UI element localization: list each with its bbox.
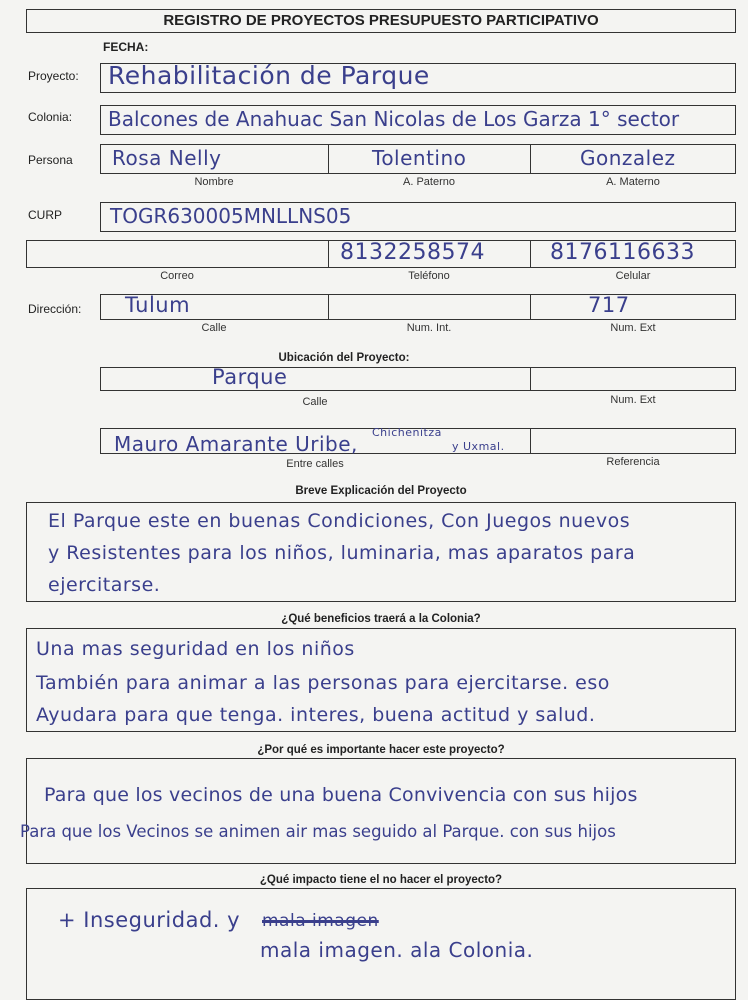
dir-num-ext-value: 717: [588, 293, 630, 317]
entre-calles-top: Chichenitza: [372, 426, 442, 439]
ubicacion-calle-field[interactable]: [100, 367, 736, 391]
proyecto-label: Proyecto:: [28, 69, 79, 83]
telefono-value: 8132258574: [340, 240, 485, 265]
importancia-line-1: Para que los vecinos de una buena Convivencia con sus hijos: [44, 784, 638, 806]
direccion-field[interactable]: [100, 294, 736, 320]
entre-calles-label: Entre calles: [286, 458, 344, 470]
beneficios-line-3: Ayudara para que tenga. interes, buena actitud y salud.: [36, 704, 596, 726]
calle-label: Calle: [201, 322, 227, 334]
fecha-label: FECHA:: [103, 40, 149, 54]
dir-calle-value: Tulum: [125, 293, 191, 317]
referencia-label: Referencia: [606, 456, 660, 468]
divider: [530, 294, 531, 320]
a-paterno-value: Tolentino: [372, 146, 467, 170]
telefono-label: Teléfono: [408, 270, 450, 282]
form-title: REGISTRO DE PROYECTOS PRESUPUESTO PARTICIPATIVO: [26, 9, 736, 33]
proyecto-value: Rehabilitación de Parque: [108, 61, 430, 90]
colonia-label: Colonia:: [28, 110, 73, 124]
ubic-calle-value: Parque: [212, 365, 288, 389]
impacto-line-1: + Inseguridad. y: [58, 908, 241, 932]
divider: [530, 240, 531, 268]
a-materno-value: Gonzalez: [580, 146, 676, 170]
importancia-field[interactable]: [26, 758, 736, 864]
explicacion-line-3: ejercitarse.: [48, 574, 161, 596]
direccion-label: Dirección:: [28, 302, 82, 316]
curp-value: TOGR630005MNLLNS05: [110, 204, 352, 228]
impacto-line-2: mala imagen. ala Colonia.: [260, 938, 534, 962]
correo-label: Correo: [160, 270, 194, 282]
curp-label: CURP: [28, 208, 63, 222]
divider: [328, 144, 329, 174]
divider: [530, 428, 531, 454]
importancia-heading: ¿Por qué es importante hacer este proyecto?: [257, 744, 505, 756]
divider: [328, 240, 329, 268]
beneficios-line-1: Una mas seguridad en los niños: [36, 638, 355, 660]
explicacion-line-1: El Parque este en buenas Condiciones, Con Juegos nuevos: [48, 510, 631, 532]
num-int-label: Num. Int.: [406, 322, 452, 334]
a-materno-label: A. Materno: [606, 176, 660, 188]
beneficios-line-2: También para animar a las personas para ejercitarse. eso: [36, 672, 610, 694]
explicacion-line-2: y Resistentes para los niños, luminaria, mas aparatos para: [48, 542, 636, 564]
a-paterno-label: A. Paterno: [403, 176, 455, 188]
calle2-label: Calle: [302, 396, 328, 408]
celular-label: Celular: [615, 270, 651, 282]
impacto-heading: ¿Qué impacto tiene el no hacer el proyecto?: [259, 874, 503, 886]
divider: [530, 144, 531, 174]
explicacion-heading: Breve Explicación del Proyecto: [295, 485, 467, 497]
importancia-line-2: Para que los Vecinos se animen air mas seguido al Parque. con sus hijos: [20, 822, 616, 841]
ubicacion-heading: Ubicación del Proyecto:: [278, 352, 410, 364]
num-ext2-label: Num. Ext: [610, 394, 656, 406]
impacto-struck-text: mala imagen: [262, 911, 379, 931]
colonia-value: Balcones de Anahuac San Nicolas de Los Garza 1° sector: [108, 107, 680, 131]
nombre-value: Rosa Nelly: [112, 146, 222, 170]
nombre-label: Nombre: [194, 176, 234, 188]
persona-label: Persona: [28, 153, 73, 167]
celular-value: 8176116633: [550, 240, 695, 265]
divider: [530, 367, 531, 391]
entre-calles-bottom: y Uxmal.: [452, 440, 505, 453]
divider: [328, 294, 329, 320]
num-ext-label: Num. Ext: [610, 322, 656, 334]
beneficios-heading: ¿Qué beneficios traerá a la Colonia?: [281, 613, 481, 625]
entre-calles-value: Mauro Amarante Uribe,: [114, 432, 358, 456]
